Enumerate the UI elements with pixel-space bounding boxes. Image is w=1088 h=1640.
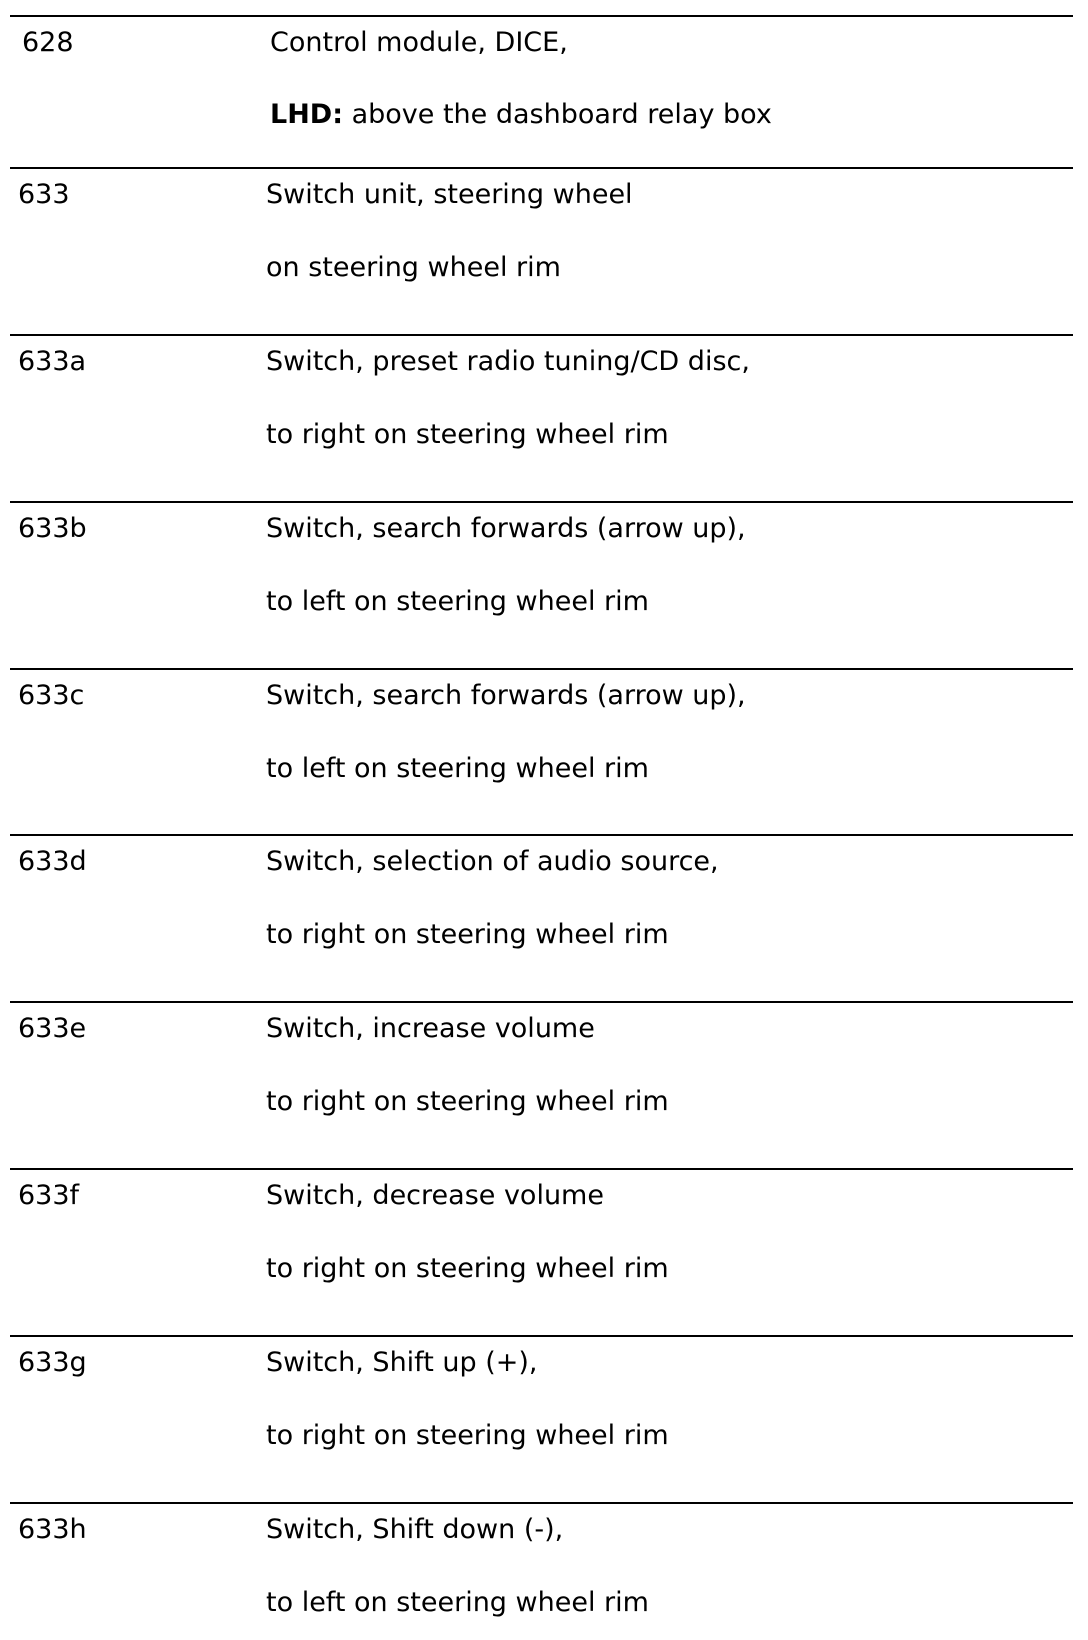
component-code: 633 [18,179,70,210]
component-code: 633a [18,346,87,377]
component-code: 633b [18,513,87,544]
row-divider [10,1502,1073,1504]
component-description: Switch, preset radio tuning/CD disc, [266,346,750,377]
row-divider [10,15,1073,17]
component-description: Control module, DICE, [270,27,568,58]
row-divider [10,1168,1073,1170]
component-description: Switch, increase volume [266,1013,595,1044]
component-location: to right on steering wheel rim [266,919,669,950]
component-description: Switch unit, steering wheel [266,179,633,210]
component-code: 633f [18,1180,80,1211]
component-location: to right on steering wheel rim [266,419,669,450]
component-description: Switch, Shift up (+), [266,1347,538,1378]
component-code: 633e [18,1013,87,1044]
drive-side-label: LHD: [270,99,344,130]
component-location: to right on steering wheel rim [266,1253,669,1284]
component-location: to left on steering wheel rim [266,753,649,784]
component-code: 633d [18,846,87,877]
component-code: 633c [18,680,85,711]
component-location: to right on steering wheel rim [266,1420,669,1451]
row-divider [10,1001,1073,1003]
row-divider [10,834,1073,836]
component-code: 633h [18,1514,87,1545]
component-location: on steering wheel rim [266,252,561,283]
component-location: to left on steering wheel rim [266,586,649,617]
row-divider [10,334,1073,336]
component-description: Switch, search forwards (arrow up), [266,513,746,544]
component-code: 633g [18,1347,87,1378]
component-location: to left on steering wheel rim [266,1587,649,1618]
component-code: 628 [22,27,74,58]
component-description: Switch, search forwards (arrow up), [266,680,746,711]
row-divider [10,501,1073,503]
component-description: Switch, selection of audio source, [266,846,719,877]
row-divider [10,1335,1073,1337]
component-description: Switch, decrease volume [266,1180,604,1211]
location-text: above the dashboard relay box [343,99,772,130]
row-divider [10,668,1073,670]
component-location [270,98,772,132]
component-location: to right on steering wheel rim [266,1086,669,1117]
component-description: Switch, Shift down (-), [266,1514,564,1545]
row-divider [10,167,1073,169]
